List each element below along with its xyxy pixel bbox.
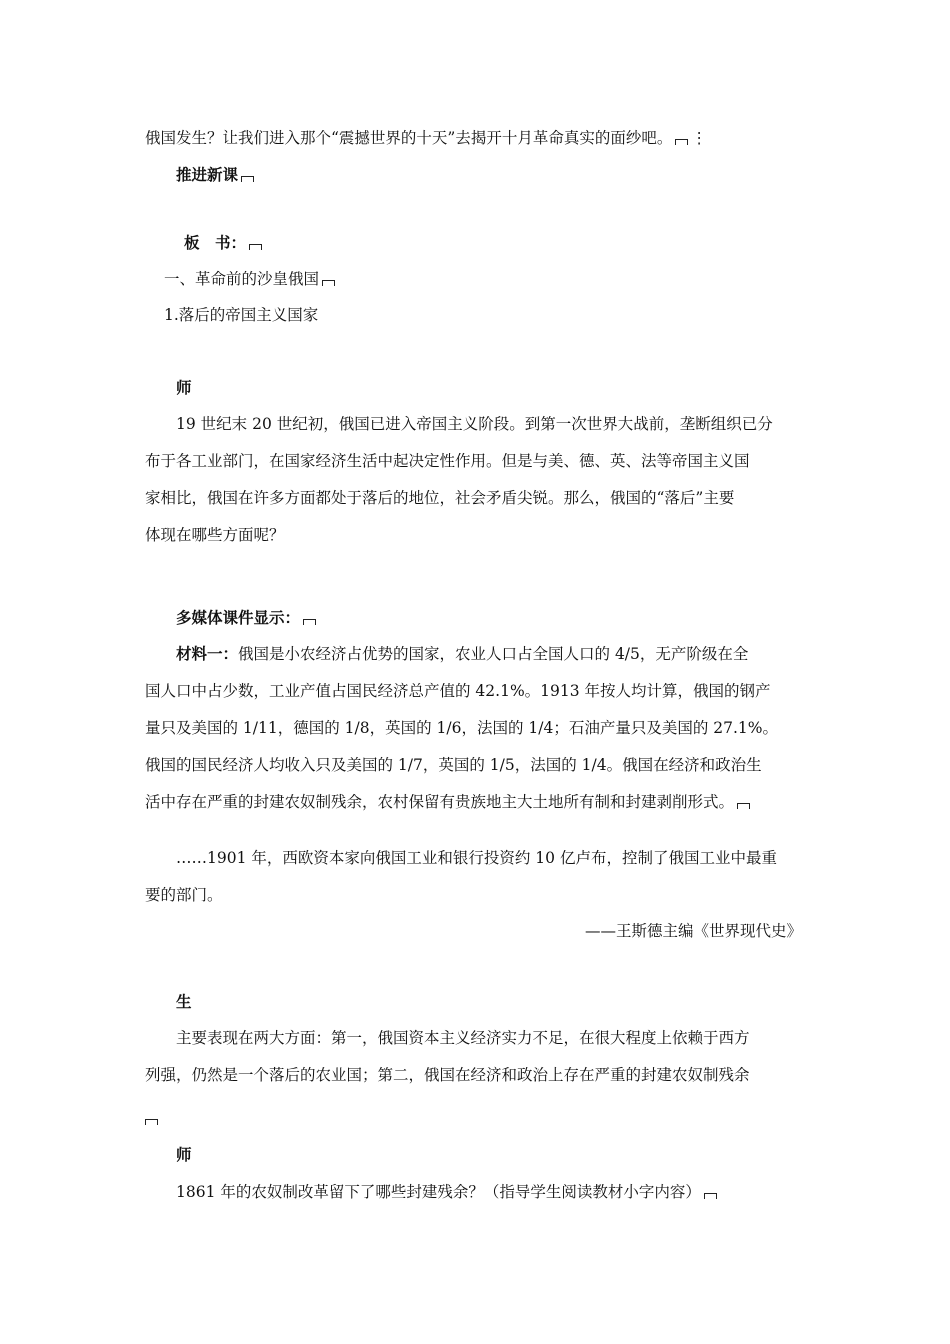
board-label-text: 板 书： [184,233,247,252]
teacher-para-line: 布于各工业部门，在国家经济生活中起决定性作用。但是与美、德、英、法等帝国主义国 [145,452,750,470]
teacher-para-line: 体现在哪些方面呢？ [145,526,285,544]
material-text: 活中存在严重的封建农奴制残余，农村保留有贵族地主大土地所有制和封建剥削形式。 [145,793,735,811]
section-heading [164,269,829,289]
paragraph-mark-line [145,1108,810,1128]
paragraph-mark-icon [675,139,688,145]
teacher-label: 师 [176,378,192,397]
subsection-heading: 1.落后的帝国主义国家 [164,306,319,324]
dots-icon: ⋮ [691,129,707,147]
heading-new-lesson-text: 推进新课 [176,165,239,184]
material-cont-line: 要的部门。 [145,886,223,904]
teacher-label: 师 [176,1145,192,1164]
paragraph-mark-icon [704,1193,717,1199]
media-label-text: 多媒体课件显示： [176,608,301,627]
intro-line [145,128,810,148]
student-para-line: 主要表现在两大方面：第一，俄国资本主义经济实力不足，在很大程度上依赖于西方 [176,1029,750,1047]
teacher-para-text: 1861 年的农奴制改革留下了哪些封建残余？（指导学生阅读教材小字内容） [176,1183,701,1201]
paragraph-mark-icon [145,1119,158,1125]
material-line: 量只及美国的 1/11，德国的 1/8，英国的 1/6，法国的 1/4；石油产量只及美国的 27.1%。 [145,719,779,737]
paragraph-mark-icon [241,176,254,182]
section-heading-text: 一、革命前的沙皇俄国 [164,270,320,288]
media-label [176,608,810,628]
student-label: 生 [176,992,192,1011]
material-text: 俄国是小农经济占优势的国家，农业人口占全国人口的 4/5，无产阶级在全 [238,645,749,663]
material-line: 国人口中占少数，工业产值占国民经济总产值的 42.1%。1913 年按人均计算，俄国的钢产 [145,682,771,700]
board-label [184,233,849,253]
material-line: 俄国的国民经济人均收入只及美国的 1/7，英国的 1/5，法国的 1/4。俄国在经济和政治生 [145,756,762,774]
paragraph-mark-icon [322,280,335,286]
material-line [176,644,810,664]
material-label: 材料一： [176,644,239,663]
teacher-para-line: 家相比，俄国在许多方面都处于落后的地位，社会矛盾尖锐。那么，俄国的“落后”主要 [145,489,735,507]
student-para-line: 列强，仍然是一个落后的农业国；第二，俄国在经济和政治上存在严重的封建农奴制残余 [145,1066,750,1084]
paragraph-mark-icon [737,803,750,809]
teacher-para-line [176,1182,810,1202]
intro-text: 俄国发生？让我们进入那个“震撼世界的十天”去揭开十月革命真实的面纱吧。 [145,129,673,147]
citation: ——王斯德主编《世界现代史》 [584,922,802,940]
paragraph-mark-icon [249,244,262,250]
paragraph-mark-icon [303,619,316,625]
material-line [145,792,810,812]
teacher-para-line: 19 世纪末 20 世纪初，俄国已进入帝国主义阶段。到第一次世界大战前，垄断组织已分 [176,415,773,433]
heading-new-lesson [176,165,810,185]
material-cont-line: ……1901 年，西欧资本家向俄国工业和银行投资约 10 亿卢布，控制了俄国工业中最重 [176,849,777,867]
